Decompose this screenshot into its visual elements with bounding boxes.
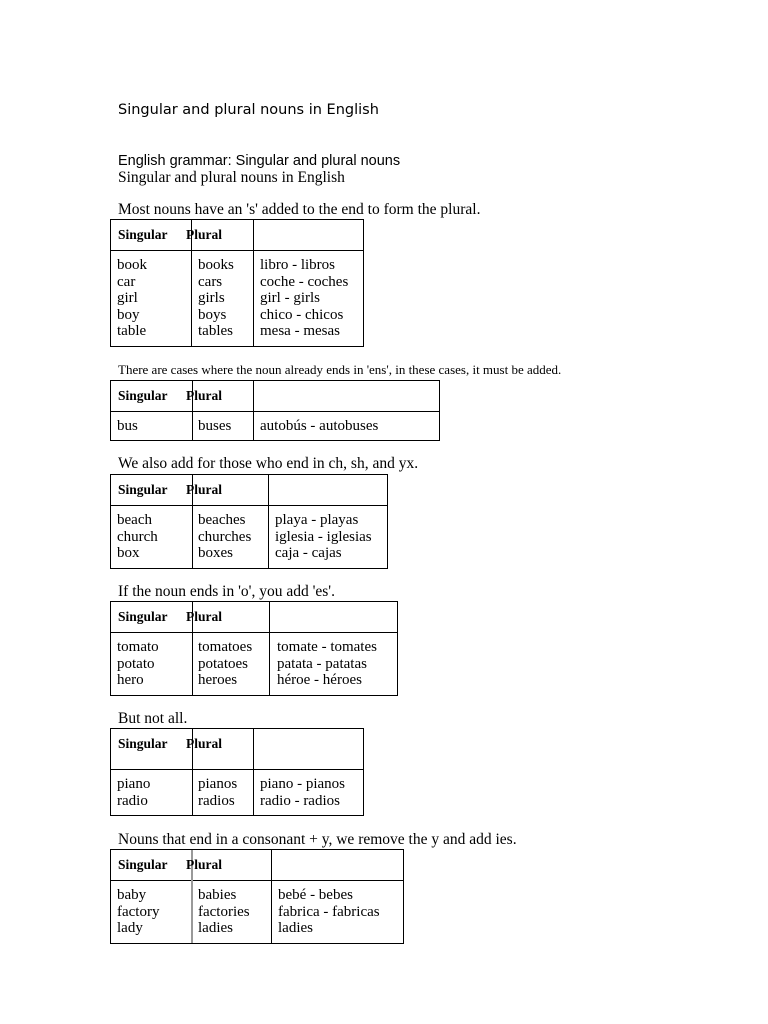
section-intro: We also add for those who end in ch, sh, and yx.	[118, 455, 419, 472]
section-intro: If the noun ends in 'o', you add 'es'.	[118, 583, 335, 600]
spanish-cell: iglesia - iglesias	[275, 528, 372, 545]
singular-column	[117, 512, 158, 562]
header-singular: Singular	[118, 736, 168, 751]
singular-cell: baby	[117, 887, 147, 903]
singular-column	[117, 887, 159, 937]
header-singular: Singular	[118, 482, 168, 497]
header-singular: Singular	[118, 388, 168, 403]
singular-column	[117, 776, 150, 809]
singular-cell: tomato	[117, 639, 159, 655]
plural-cell: radios	[198, 792, 235, 809]
plural-cell: factories	[198, 903, 250, 920]
spanish-cell: tomate - tomates	[277, 639, 377, 655]
header-plural: Plural	[186, 857, 222, 872]
spanish-column	[275, 512, 372, 562]
plural-cell: babies	[198, 887, 237, 903]
singular-cell: potato	[117, 655, 155, 672]
plural-cell: pianos	[198, 776, 238, 792]
header-singular: Singular	[118, 227, 168, 242]
plural-cell: girls	[198, 290, 225, 306]
singular-column	[117, 257, 147, 340]
grammar-heading: English grammar: Singular and plural nouns	[118, 153, 401, 169]
noun-table	[110, 601, 398, 696]
plural-cell: boxes	[198, 545, 233, 561]
header-singular: Singular	[118, 609, 168, 624]
singular-cell: factory	[117, 903, 160, 920]
singular-cell: table	[117, 323, 147, 339]
spanish-column	[260, 776, 345, 809]
spanish-cell: piano - pianos	[260, 776, 345, 792]
singular-cell: beach	[117, 512, 152, 528]
spanish-cell: patata - patatas	[277, 655, 367, 672]
section-intro: Most nouns have an 's' added to the end to form the plural.	[118, 201, 481, 218]
section-intro: Nouns that end in a consonant + y, we remove the y and add ies.	[118, 831, 517, 848]
header-plural: Plural	[186, 609, 222, 624]
plural-cell: beaches	[198, 512, 246, 528]
header-singular: Singular	[118, 857, 168, 872]
noun-table	[110, 728, 364, 816]
plural-column	[198, 257, 234, 340]
plural-cell: buses	[198, 418, 232, 434]
document-title: Singular and plural nouns in English	[118, 102, 379, 118]
plural-column	[198, 887, 250, 937]
noun-table	[110, 849, 404, 944]
singular-cell: car	[117, 273, 136, 290]
spanish-cell: bebé - bebes	[278, 887, 353, 903]
section-heading: Singular and plural nouns in English	[118, 169, 345, 186]
singular-cell: box	[117, 545, 140, 561]
noun-table	[110, 474, 388, 569]
header-plural: Plural	[186, 736, 222, 751]
noun-table	[110, 219, 364, 347]
spanish-column	[260, 257, 348, 340]
spanish-cell: libro - libros	[260, 257, 335, 273]
plural-cell: potatoes	[198, 655, 248, 672]
spanish-cell: héroe - héroes	[277, 672, 362, 688]
plural-column	[198, 639, 252, 689]
spanish-cell: chico - chicos	[260, 306, 344, 323]
singular-cell: church	[117, 528, 158, 545]
plural-cell: tables	[198, 323, 233, 339]
header-plural: Plural	[186, 482, 222, 497]
plural-cell: boys	[198, 306, 227, 323]
spanish-cell: radio - radios	[260, 792, 340, 809]
header-plural: Plural	[186, 388, 222, 403]
noun-table	[110, 380, 440, 441]
header-plural: Plural	[186, 227, 222, 242]
plural-cell: books	[198, 257, 234, 273]
spanish-cell: playa - playas	[275, 512, 359, 528]
singular-cell: bus	[117, 418, 138, 434]
singular-column	[117, 418, 138, 435]
spanish-cell: autobús - autobuses	[260, 418, 379, 434]
spanish-cell: girl - girls	[260, 290, 320, 306]
spanish-cell: mesa - mesas	[260, 323, 340, 339]
plural-column	[198, 418, 231, 435]
plural-cell: churches	[198, 528, 252, 545]
spanish-column	[278, 887, 380, 937]
singular-cell: book	[117, 257, 147, 273]
section-intro: But not all.	[118, 710, 188, 727]
singular-cell: piano	[117, 776, 151, 792]
spanish-cell: caja - cajas	[275, 545, 342, 561]
spanish-column	[277, 639, 377, 689]
spanish-cell: coche - coches	[260, 273, 349, 290]
plural-cell: tomatoes	[198, 639, 253, 655]
singular-cell: girl	[117, 290, 138, 306]
plural-cell: cars	[198, 273, 223, 290]
section-intro: There are cases where the noun already ends in 'ens', in these cases, it must be added.	[118, 362, 562, 377]
plural-cell: ladies	[198, 920, 233, 936]
spanish-column	[260, 418, 378, 435]
plural-column	[198, 776, 237, 809]
singular-cell: boy	[117, 306, 140, 323]
singular-cell: lady	[117, 920, 143, 936]
spanish-cell: ladies	[278, 920, 313, 936]
plural-cell: heroes	[198, 672, 238, 688]
singular-column	[117, 639, 159, 689]
plural-column	[198, 512, 251, 562]
spanish-cell: fabrica - fabricas	[278, 903, 380, 920]
singular-cell: hero	[117, 672, 144, 688]
singular-cell: radio	[117, 792, 148, 809]
